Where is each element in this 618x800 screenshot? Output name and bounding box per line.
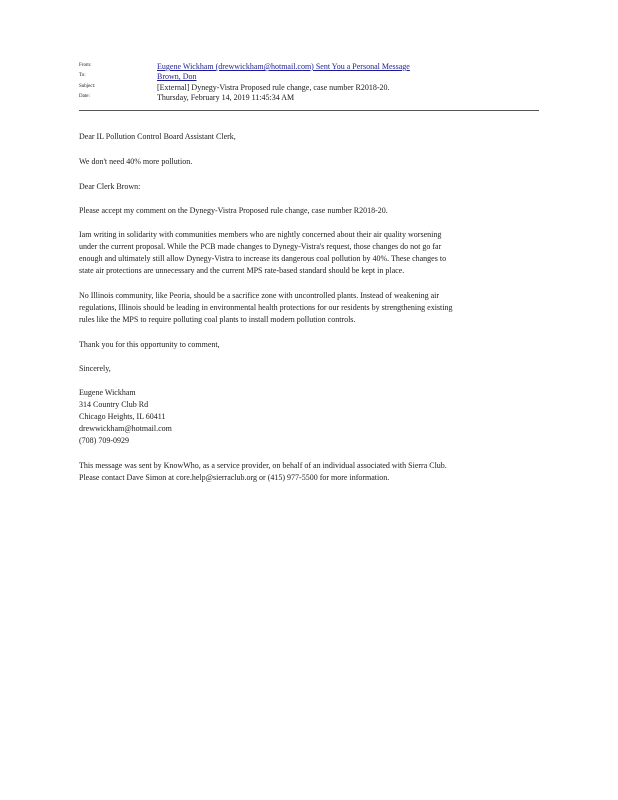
- paragraph-line: No Illinois community, like Peoria, should be a sacrifice zone with uncontrolled plants. Instead of weakening air: [79, 291, 440, 300]
- thanks-line: Thank you for this opportunity to comment,: [79, 340, 220, 349]
- header-divider: [79, 110, 539, 111]
- paragraph-line: Iam writing in solidarity with communities members who are nightly concerned about their air quality worsening: [79, 230, 442, 239]
- subject-value: [External] Dynegy-Vistra Proposed rule change, case number R2018-20.: [157, 83, 390, 92]
- signature-email: drewwickham@hotmail.com: [79, 424, 172, 433]
- footer-notice: [79, 460, 539, 484]
- signoff: Sincerely,: [79, 364, 111, 373]
- subject-row: [79, 83, 549, 93]
- paragraph-line: state air protections are unnecessary and the current MPS rate-based standard should be kept in place.: [79, 266, 405, 275]
- signature-block: [79, 387, 539, 447]
- paragraph-line: regulations, Illinois should be leading in environmental health protections for our residents by strengthening existing: [79, 303, 453, 312]
- paragraph-line: rules like the MPS to require polluting coal plants to install modern pollution controls.: [79, 315, 356, 324]
- to-row: [79, 72, 549, 82]
- signature-address: 314 Country Club Rd: [79, 400, 149, 409]
- signature-name: Eugene Wickham: [79, 388, 136, 397]
- date-label: Date:: [79, 94, 90, 99]
- signature-city: Chicago Heights, IL 60411: [79, 412, 166, 421]
- date-row: [79, 93, 549, 103]
- footer-line: Please contact Dave Simon at core.help@sierraclub.org or (415) 977-5500 for more information.: [79, 473, 390, 482]
- signature-phone: (708) 709-0929: [79, 436, 129, 445]
- to-value-link[interactable]: Brown, Don: [157, 72, 197, 81]
- paragraph-solidarity: [79, 229, 539, 277]
- from-value-link[interactable]: Eugene Wickham (drewwickham@hotmail.com) Sent You a Personal Message: [157, 62, 410, 71]
- paragraph-line: under the current proposal. While the PCB made changes to Dynegy-Vistra's request, those changes do not go far: [79, 242, 442, 251]
- salutation-clerk: Dear Clerk Brown:: [79, 182, 141, 191]
- footer-line: This message was sent by KnowWho, as a service provider, on behalf of an individual associated with Sierra Club.: [79, 461, 447, 470]
- from-row: [79, 62, 549, 72]
- salutation-board: Dear IL Pollution Control Board Assistant Clerk,: [79, 132, 236, 141]
- from-label: From:: [79, 63, 92, 68]
- to-label: To:: [79, 73, 86, 78]
- statement-line: We don't need 40% more pollution.: [79, 157, 193, 166]
- date-value: Thursday, February 14, 2019 11:45:34 AM: [157, 93, 295, 102]
- subject-label: Subject:: [79, 84, 96, 89]
- paragraph-accept: Please accept my comment on the Dynegy-Vistra Proposed rule change, case number R2018-20.: [79, 206, 388, 215]
- paragraph-line: enough and ultimately still allow Dynegy-Vistra to increase its dangerous coal pollution by 40%. These changes to: [79, 254, 447, 263]
- paragraph-community: [79, 290, 539, 326]
